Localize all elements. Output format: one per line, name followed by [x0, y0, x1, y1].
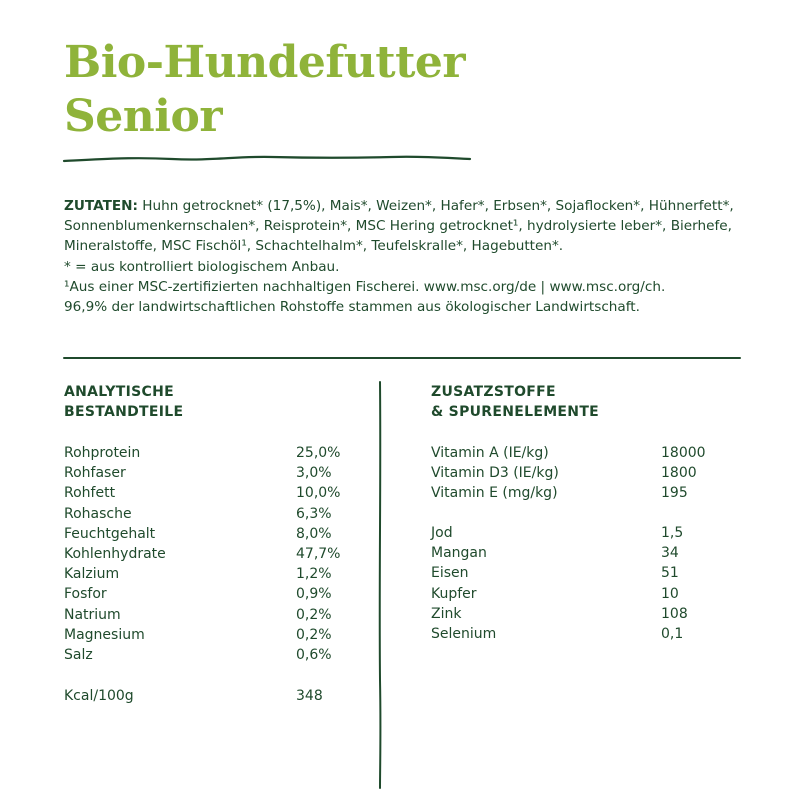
table-row	[64, 605, 364, 625]
row-value: 10	[661, 585, 679, 602]
ingredients-block	[64, 196, 744, 317]
section-divider	[62, 354, 742, 362]
additives-heading-line-1: ZUSATZSTOFFE	[431, 384, 556, 400]
row-value: 18000	[661, 445, 706, 461]
row-label: Zink	[431, 605, 462, 622]
title-line-2: Senior	[64, 91, 223, 142]
row-label: Eisen	[431, 565, 469, 582]
row-value: 8,0%	[296, 525, 332, 542]
trace-elements-table	[431, 523, 751, 644]
row-value: 3,0%	[296, 465, 332, 482]
row-value: 10,0%	[296, 485, 341, 502]
row-value: 0,2%	[296, 626, 332, 643]
row-label: Vitamin A (IE/kg)	[431, 445, 549, 461]
row-label: Vitamin D3 (IE/kg)	[431, 465, 559, 482]
table-row	[431, 543, 751, 563]
msc-footnote: ¹Aus einer MSC-zertifizierten nachhaltigen Fischerei. www.msc.org/de | www.msc.org/ch.	[64, 278, 666, 295]
ingredients-label: ZUTATEN:	[64, 198, 138, 214]
row-label: Fosfor	[64, 586, 107, 603]
row-label: Kalzium	[64, 566, 120, 583]
energy-row	[64, 686, 364, 706]
row-value: 6,3%	[296, 505, 332, 522]
row-label: Feuchtgehalt	[64, 525, 156, 542]
row-label: Rohfett	[64, 485, 116, 502]
row-value: 25,0%	[296, 445, 341, 461]
table-row	[431, 443, 751, 463]
ingredients-list	[64, 196, 744, 257]
row-value: 0,1	[661, 625, 684, 642]
organic-share-note: 96,9% der landwirtschaftlichen Rohstoffe stammen aus ökologischer Landwirtschaft.	[64, 299, 640, 316]
product-title	[64, 36, 465, 144]
ingredients-text: Huhn getrocknet* (17,5%), Mais*, Weizen*, Hafer*, Erbsen*, Sojaflocken*, Hühnerfett*, Sonnenblumenkernschalen*, Reisprotein*, MSC Hering getrocknet¹, hydrolysierte leber*, Bierhefe, Mineralstoffe, MSC Fischöl¹, Schachtelhalm*, Teufelskralle*, Hagebutten*.	[64, 198, 734, 255]
row-value: 1800	[661, 465, 697, 482]
row-label: Rohasche	[64, 505, 132, 522]
row-label: Kohlenhydrate	[64, 545, 166, 562]
row-value: 0,6%	[296, 646, 332, 663]
analytics-table	[64, 443, 364, 665]
row-value: 0,9%	[296, 586, 332, 603]
row-value: 0,2%	[296, 606, 332, 623]
row-value: 1,5	[661, 525, 684, 541]
row-label: Rohfaser	[64, 465, 126, 482]
energy-value: 348	[296, 688, 323, 704]
table-row	[431, 584, 751, 604]
row-label: Jod	[431, 525, 453, 541]
analytics-heading	[64, 382, 183, 422]
row-label: Selenium	[431, 625, 497, 642]
table-row	[431, 483, 751, 503]
table-row	[64, 483, 364, 503]
table-row	[64, 524, 364, 544]
row-value: 108	[661, 605, 688, 622]
row-label: Magnesium	[64, 626, 145, 643]
additives-heading	[431, 382, 599, 422]
analytics-heading-line-1: ANALYTISCHE	[64, 384, 174, 400]
table-row	[64, 625, 364, 645]
table-row	[431, 563, 751, 583]
analytics-heading-line-2: BESTANDTEILE	[64, 404, 184, 420]
row-value: 47,7%	[296, 545, 341, 562]
table-row	[64, 463, 364, 483]
organic-footnote: * = aus kontrolliert biologischem Anbau.	[64, 258, 340, 275]
table-row	[431, 523, 751, 543]
table-row	[431, 624, 751, 644]
row-label: Vitamin E (mg/kg)	[431, 485, 558, 502]
row-value: 195	[661, 485, 688, 502]
energy-label: Kcal/100g	[64, 688, 134, 704]
row-label: Salz	[64, 646, 93, 663]
table-row	[64, 564, 364, 584]
row-value: 1,2%	[296, 566, 332, 583]
column-divider	[376, 380, 384, 790]
row-label: Rohprotein	[64, 445, 141, 461]
table-row	[64, 686, 364, 706]
row-label: Mangan	[431, 545, 487, 562]
vitamins-table	[431, 443, 751, 504]
row-label: Natrium	[64, 606, 121, 623]
table-row	[431, 463, 751, 483]
title-line-1: Bio-Hundefutter	[64, 37, 466, 88]
table-row	[64, 504, 364, 524]
table-row	[64, 584, 364, 604]
row-value: 51	[661, 565, 679, 582]
row-value: 34	[661, 545, 679, 562]
row-label: Kupfer	[431, 585, 477, 602]
additives-heading-line-2: & SPURENELEMENTE	[431, 404, 600, 420]
table-row	[431, 604, 751, 624]
table-row	[64, 544, 364, 564]
title-underline-squiggle	[62, 150, 472, 166]
table-row	[64, 645, 364, 665]
table-row	[64, 443, 364, 463]
